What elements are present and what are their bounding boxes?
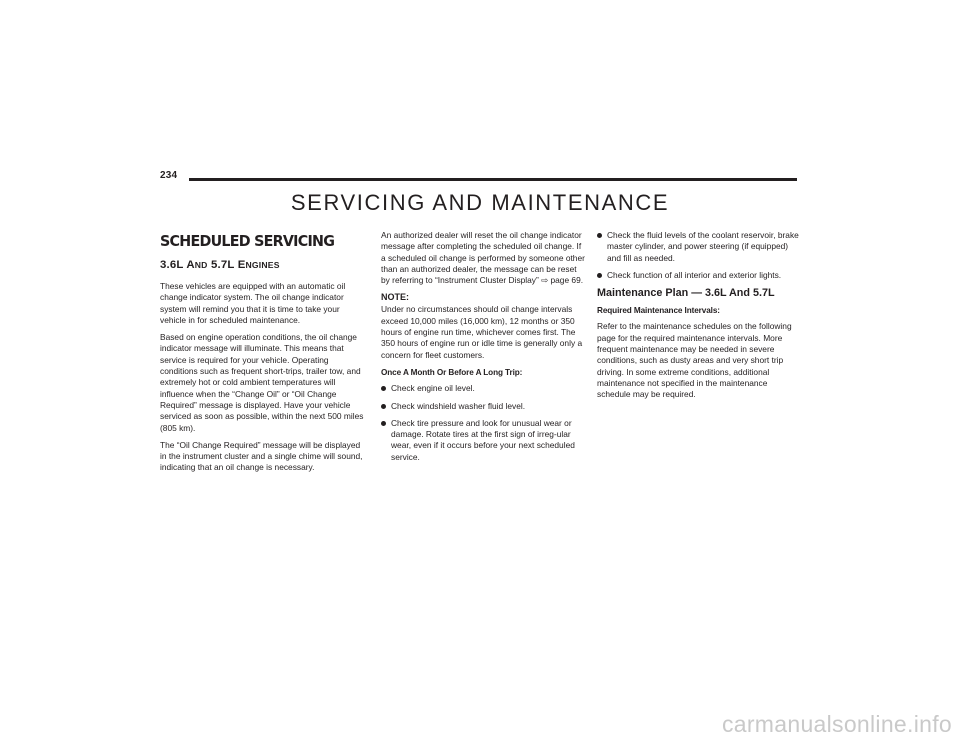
- paragraph: These vehicles are equipped with an automatic oil change indicator system. The oil change indicator system will remind you that it is time to take your vehicle in for scheduled maintenance.: [160, 281, 346, 325]
- subheading-part-a: 3.6L A: [160, 259, 195, 271]
- column-2: [381, 230, 587, 469]
- subheading-part-c: 5.7L E: [207, 259, 246, 271]
- paragraph: Refer to the maintenance schedules on the following page for the required maintenance intervals. More frequent maintenance may be needed in severe conditions, such as dusty areas and very short trip driving. In some extreme conditions, additional maintenance not specified in the maintenance schedule may be required.: [597, 321, 792, 400]
- watermark: carmanualsonline.info: [721, 711, 952, 737]
- bullet-icon: [597, 273, 602, 278]
- list-item: [381, 401, 587, 412]
- note-text: Under no circumstances should oil change intervals exceed 10,000 miles (16,000 km), 12 months or 350 hours of engine run time, whichever comes first. The 350 hours of engine run or idle time is generally only a concern for fleet customers.: [381, 304, 583, 360]
- bullet-icon: [381, 421, 386, 426]
- runin-heading: Required Maintenance Intervals:: [597, 306, 720, 316]
- paragraph-text: An authorized dealer will reset the oil change indicator message after completing the scheduled oil change. If a scheduled oil change is performed by someone other than an authorized dealer, the message can be reset by referring to “Instrument Cluster Display”: [381, 230, 585, 286]
- paragraph: [381, 230, 587, 286]
- paragraph: Based on engine operation conditions, the oil change indicator message will illuminate. This means that service is required for your vehicle. Operating conditions such as frequent short-trips, trailer tow, and extremely hot or cold ambient temperatures will influence when the “Change Oil” or “Oil Change Required” message is displayed. Have your vehicle serviced as soon as possible, within the next 500 miles (805 km).: [160, 332, 364, 433]
- runin-heading: Once A Month Or Before A Long Trip:: [381, 367, 523, 377]
- bullet-list: [381, 383, 587, 463]
- bullet-icon: [597, 233, 602, 238]
- list-item-text: Check the fluid levels of the coolant reservoir, brake master cylinder, and power steering (if equipped) and fill as needed.: [607, 230, 799, 263]
- note-label: NOTE:: [381, 292, 409, 303]
- bullet-icon: [381, 404, 386, 409]
- list-item-text: Check function of all interior and exterior lights.: [607, 269, 782, 280]
- list-item: [597, 270, 803, 281]
- maintenance-plan-heading: Maintenance Plan — 3.6L And 5.7L: [597, 287, 775, 300]
- bullet-list: [597, 230, 803, 281]
- list-item-text: Check tire pressure and look for unusual wear or damage. Rotate tires at the first sign of irreg-ular wear, even if it occurs before your next scheduled service.: [391, 417, 575, 462]
- column-1: [160, 230, 366, 480]
- page-reference-arrow-icon: ⇨: [541, 275, 549, 286]
- list-item: [381, 383, 587, 394]
- list-item-text: Check engine oil level.: [391, 383, 475, 394]
- engine-subheading: [160, 259, 366, 272]
- chapter-title: SERVICING AND MAINTENANCE: [290, 190, 670, 215]
- page-number: 234: [160, 170, 178, 181]
- subheading-part-b: ND: [194, 260, 208, 270]
- bullet-icon: [381, 386, 386, 391]
- page-reference-link[interactable]: page 69.: [548, 275, 584, 286]
- section-heading: SCHEDULED SERVICING: [160, 232, 335, 250]
- header-rule: [189, 178, 797, 181]
- column-3: [597, 230, 803, 407]
- list-item-text: Check windshield washer fluid level.: [391, 400, 526, 411]
- paragraph: The “Oil Change Required” message will be displayed in the instrument cluster and a single chime will sound, indicating that an oil change is necessary.: [160, 439, 363, 473]
- subheading-part-d: NGINES: [245, 260, 280, 270]
- list-item: [597, 230, 803, 264]
- list-item: [381, 418, 587, 463]
